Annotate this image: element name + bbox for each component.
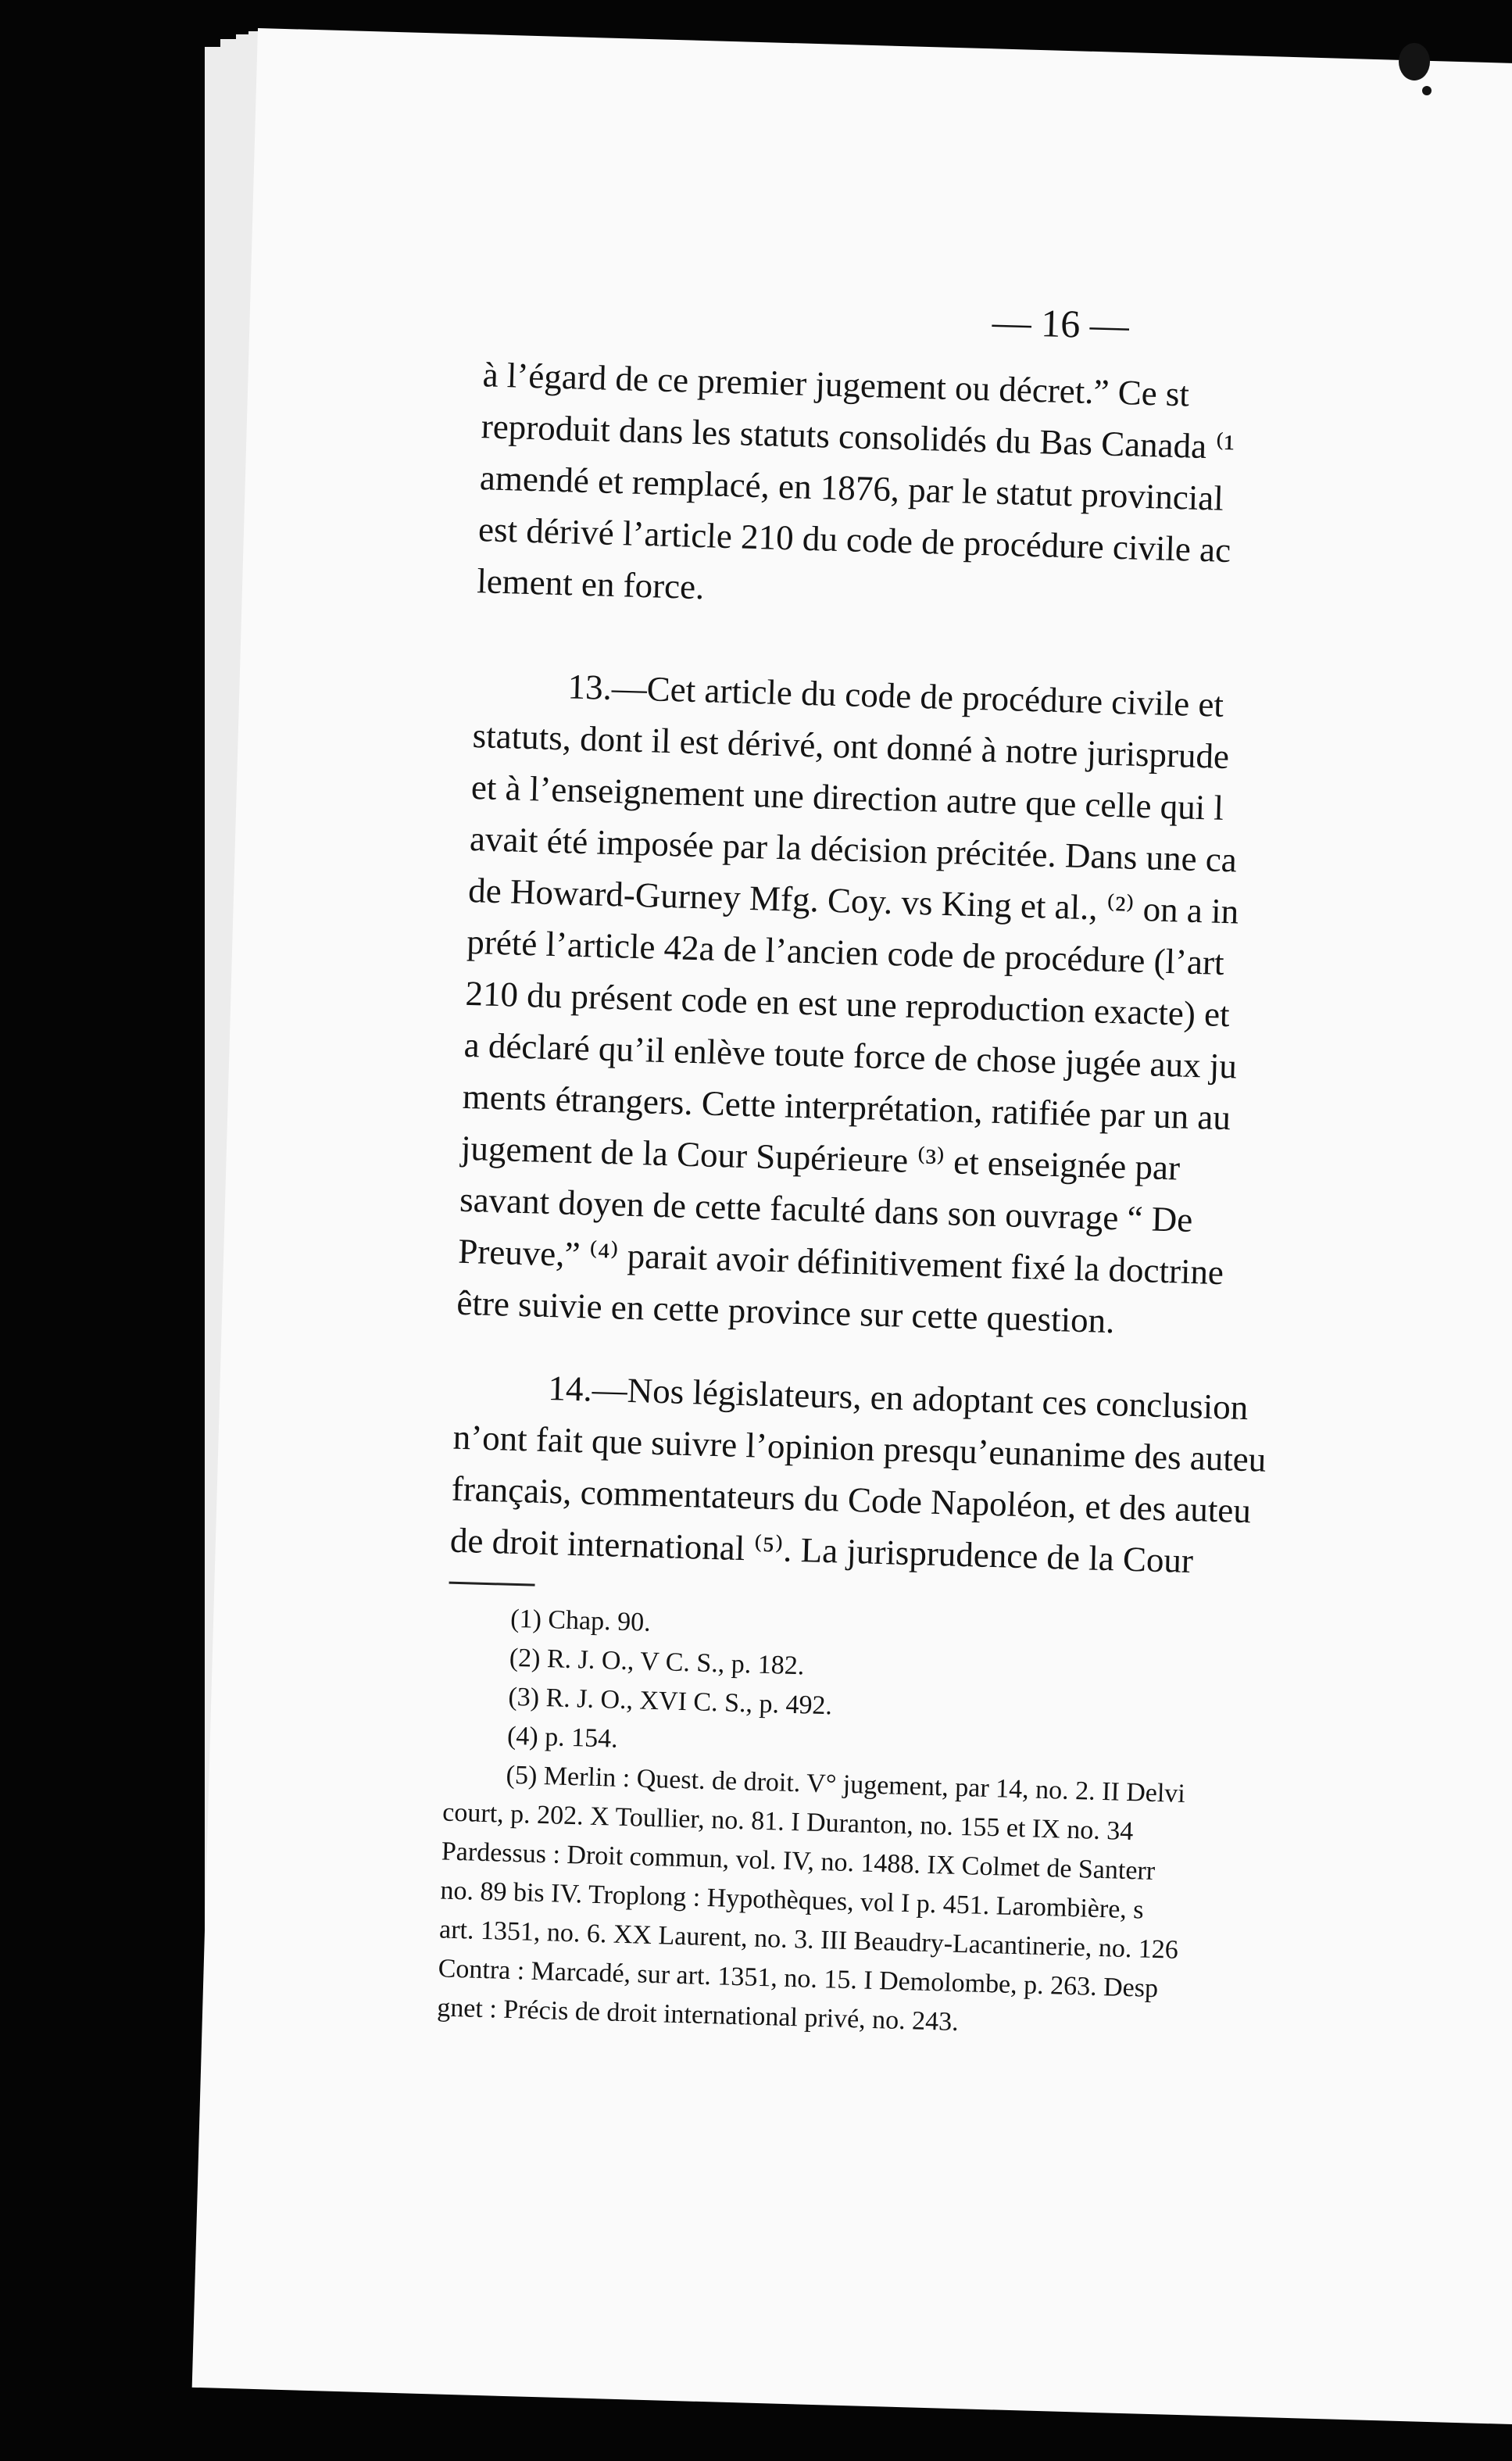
text-line: 14.—Nos législateurs, en adoptant ces conclusion	[547, 1368, 1249, 1428]
footnote: (1) Chap. 90.	[509, 1604, 652, 1637]
paragraph-14	[449, 1360, 1512, 1599]
footnote-continued: no. 89 bis IV. Troplong : Hypothèques, vol I p. 451. Larombière, s	[440, 1876, 1145, 1925]
text-line: français, commentateurs du Code Napoléon, et des auteu	[451, 1468, 1252, 1531]
text-line: Preuve,” ⁽⁴⁾ parait avoir définitivement fixé la doctrine	[457, 1231, 1224, 1293]
footnote-continued: Pardessus : Droit commun, vol. IV, no. 1488. IX Colmet de Santerr	[441, 1837, 1156, 1886]
footnote-continued: art. 1351, no. 6. XX Laurent, no. 3. III Beaudry-Lacantinerie, no. 126	[438, 1915, 1179, 1965]
footnote: (5) Merlin : Quest. de droit. V° jugement, par 14, no. 2. II Delvi	[506, 1760, 1186, 1809]
text-line: de Howard-Gurney Mfg. Coy. vs King et al., ⁽²⁾ on a in	[467, 870, 1239, 932]
text-line: 210 du présent code en est une reproduction exacte) et	[464, 973, 1231, 1035]
page-text	[437, 284, 1512, 2060]
text-line: savant doyen de cette faculté dans son ouvrage “ De	[459, 1179, 1193, 1239]
ink-smudge	[1422, 86, 1432, 95]
text-line: de droit international ⁽⁵⁾. La jurisprudence de la Cour	[449, 1520, 1194, 1581]
footnotes	[437, 1598, 1512, 2061]
ink-smudge	[1399, 43, 1430, 80]
text-line: à l’égard de ce premier jugement ou décret.” Ce st	[482, 355, 1190, 414]
text-line: statuts, dont il est dérivé, ont donné à notre jurisprude	[472, 716, 1230, 777]
text-line: être suivie en cette province sur cette question.	[456, 1282, 1116, 1341]
footnote-continued: gnet : Précis de droit international privé, no. 243.	[436, 1993, 960, 2037]
paragraph-continued	[476, 349, 1512, 639]
text-line: amendé et remplacé, en 1876, par le statut provincial	[479, 458, 1224, 518]
footnote: (4) p. 154.	[506, 1721, 619, 1754]
footnote-continued: Contra : Marcadé, sur art. 1351, no. 15. I Demolombe, p. 263. Desp	[438, 1954, 1159, 2004]
text-line: prété l’article 42a de l’ancien code de procédure (l’art	[466, 921, 1225, 982]
text-line: lement en force.	[476, 561, 706, 607]
paragraph-13	[456, 658, 1512, 1361]
footnote-continued: court, p. 202. X Toullier, no. 81. I Duranton, no. 155 et IX no. 34	[441, 1797, 1134, 1847]
footnote-rule	[449, 1582, 535, 1586]
text-line: est dérivé l’article 210 du code de procédure civile ac	[477, 510, 1231, 571]
footnote: (3) R. J. O., XVI C. S., p. 492.	[507, 1682, 833, 1721]
book-page	[192, 28, 1512, 2424]
text-line: ments étrangers. Cette interprétation, ratifiée par un au	[462, 1076, 1231, 1138]
page-number: — 16 —	[992, 299, 1130, 348]
text-line: n’ont fait que suivre l’opinion presqu’eunanime des auteu	[452, 1417, 1267, 1479]
text-line: avait été imposée par la décision précitée. Dans une ca	[469, 818, 1238, 880]
text-line: jugement de la Cour Supérieure ⁽³⁾ et enseignée par	[460, 1128, 1181, 1188]
text-line: reproduit dans les statuts consolidés du Bas Canada ⁽¹	[481, 406, 1235, 467]
text-line: 13.—Cet article du code de procédure civile et	[567, 667, 1224, 724]
footnote: (2) R. J. O., V C. S., p. 182.	[509, 1643, 805, 1681]
text-line: a déclaré qu’il enlève toute force de chose jugée aux ju	[463, 1025, 1238, 1086]
text-line: et à l’enseignement une direction autre que celle qui l	[470, 767, 1224, 828]
